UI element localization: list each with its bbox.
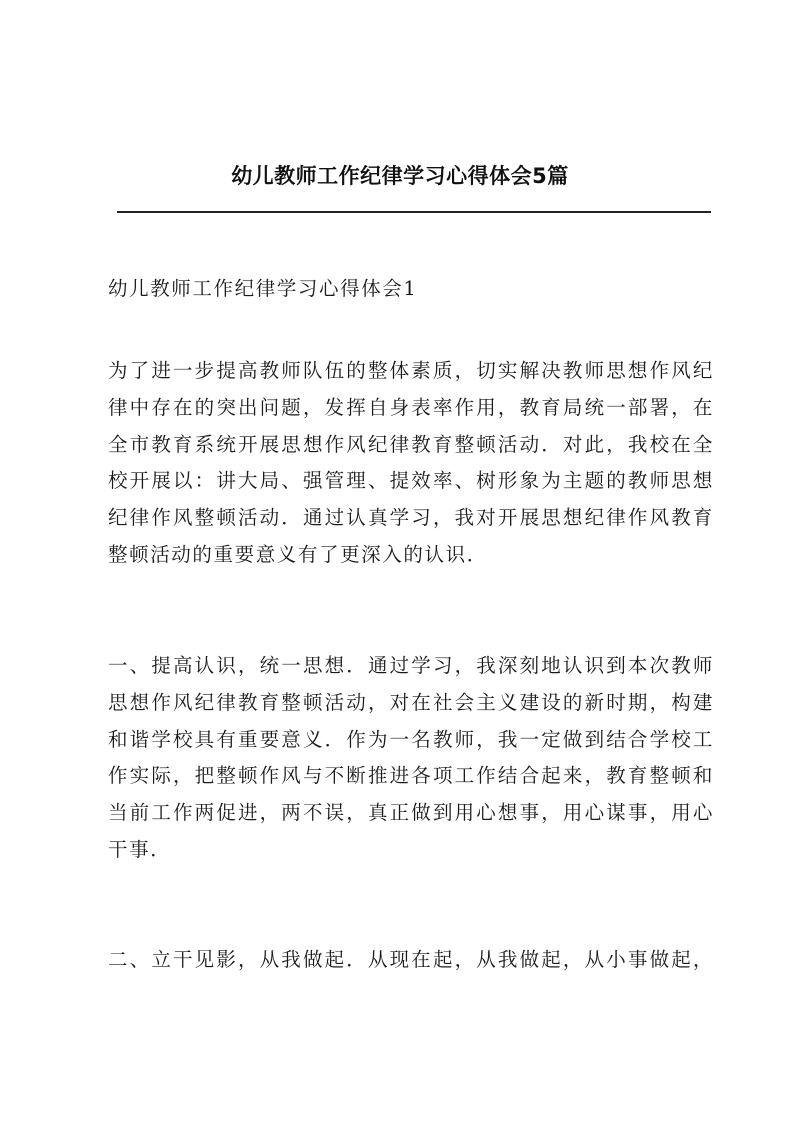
paragraph-line: 思想作风纪律教育整顿活动，对在社会主义建设的新时期，构建 (108, 690, 714, 714)
paragraph-line: 和谐学校具有重要意义．作为一名教师，我一定做到结合学校工 (108, 727, 714, 751)
paragraph-2 (108, 648, 714, 869)
paragraph-line: 为了进一步提高教师队伍的整体素质，切实解决教师思想作风纪 (108, 359, 714, 382)
paragraph-line: 当前工作两促进，两不误，真正做到用心想事，用心谋事，用心 (108, 801, 714, 825)
paragraph-line: 纪律作风整顿活动．通过认真学习，我对开展思想纪律作风教育 (108, 506, 714, 530)
paragraph-line: 作实际，把整顿作风与不断推进各项工作结合起来，教育整顿和 (108, 764, 714, 788)
paragraph-line: 二、立干见影，从我做起．从现在起，从我做起，从小事做起， (108, 948, 714, 971)
paragraph-1 (108, 353, 714, 574)
title-divider (117, 211, 711, 213)
section-heading: 幼儿教师工作纪律学习心得体会1 (108, 277, 418, 300)
paragraph-line: 整顿活动的重要意义有了更深入的认识． (108, 542, 488, 566)
paragraph-line: 干事． (108, 837, 172, 861)
paragraph-line: 校开展以：讲大局、强管理、提效率、树形象为主题的教师思想 (108, 469, 714, 493)
paragraph-line: 全市教育系统开展思想作风纪律教育整顿活动．对此，我校在全 (108, 432, 714, 456)
paragraph-line: 一、提高认识，统一思想．通过学习，我深刻地认识到本次教师 (108, 654, 714, 677)
document-title: 幼儿教师工作纪律学习心得体会5篇 (231, 164, 569, 188)
paragraph-3 (108, 942, 714, 979)
paragraph-line: 律中存在的突出问题，发挥自身表率作用，教育局统一部署，在 (108, 395, 714, 419)
